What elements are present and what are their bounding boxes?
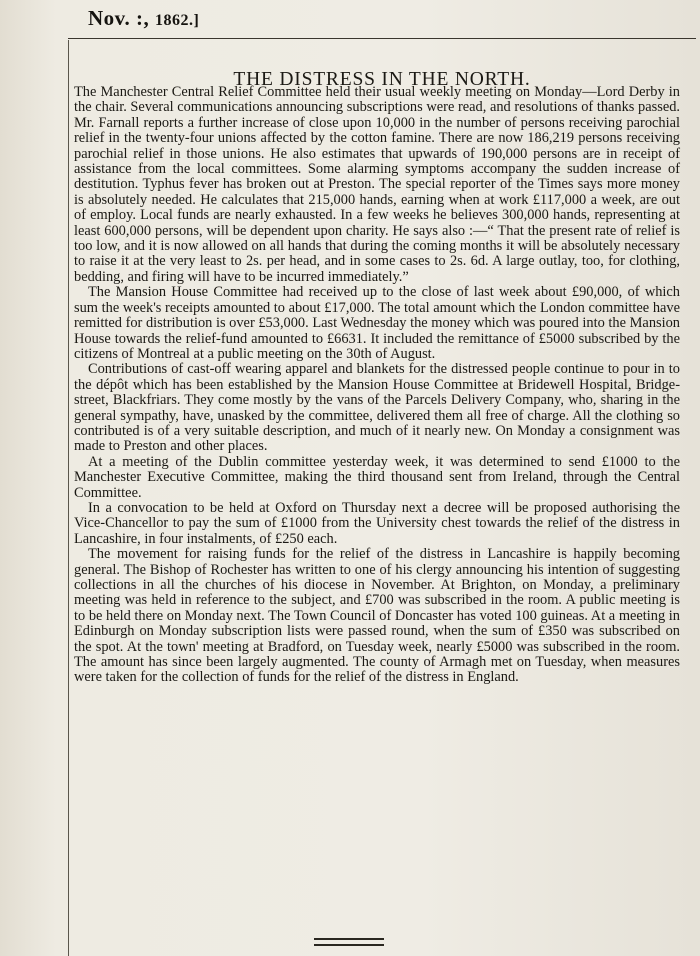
article-paragraph-2: The Mansion House Committee had received up to the close of last week about £90,000, of which sum the week's receipts amounted to about £17,000. The total amount which the London committee have remitted for distribution is over £53,000. Last Wednesday the money which was poured into the Mansion House towards the relief-fund amounted to £6631. It included the remittance of £5000 subscribed by the citizens of Montreal at a public meeting on the 30th of August.: [74, 284, 680, 362]
article-paragraph-3: Contributions of cast-off wearing apparel and blankets for the distressed people continue to pour in to the dépôt which has been established by the Mansion House Committee at Bridewell Hospital, Bridge-street, Blackfriars. They come mostly by the vans of the Parcels Delivery Company, who, sharing in the general sympathy, have, unasked by the committee, delivered them all free of charge. All the clothing so contributed is of a very suitable description, and much of it nearly new. On Monday a consignment was made to Preston and other places.: [74, 361, 680, 455]
page-date: [88, 6, 199, 31]
column-rule: [68, 40, 69, 956]
article-end-rule: [314, 938, 384, 946]
header-rule: [68, 38, 696, 39]
article-paragraph-1: The Manchester Central Relief Committee held their usual weekly meeting on Monday—Lord Derby in the chair. Several communications announcing subscriptions were read, and resolutions of thanks passed. Mr. Farnall reports a further increase of close upon 10,000 in the number of persons receiving parochial relief in the twenty-four unions affected by the cotton famine. There are now 186,219 persons receiving parochial relief in those unions. He also estimates that upwards of 190,000 persons are in receipt of assistance from the local committees. Some alarming symptoms accompany the sudden increase of destitution. Typhus fever has broken out at Preston. The special reporter of the Times says more money is absolutely needed. He calculates that 215,000 hands, earning when at work £117,000 a week, are out of employ. Local funds are nearly exhausted. In a few weeks he believes 300,000 hands, representing at least 600,000 persons, will be dependent upon charity. He says also :—“ That the present rate of relief is too low, and it is now allowed on all hands that during the coming months it will be absolutely necessary to raise it at the very least to 2s. per head, and in some cases to 2s. 6d. A large outlay, too, for clothing, bedding, and firing will have to be incurred immediately.”: [74, 84, 680, 285]
article-body: [74, 85, 680, 686]
page-date-year: 1862.]: [155, 12, 200, 29]
article-paragraph-6: The movement for raising funds for the relief of the distress in Lancashire is happily becoming general. The Bishop of Rochester has written to one of his clergy announcing his intention of suggesting collections in all the churches of his diocese in November. At Brighton, on Monday, a preliminary meeting was held in reference to the subject, and £700 was subscribed in the room. A public meeting is to be held there on Monday next. The Town Council of Doncaster has voted 100 guineas. At a meeting in Edinburgh on Monday subscription lists were passed round, when the sum of £350 was subscribed on the spot. At the town' meeting at Bradford, on Tuesday week, nearly £5000 was subscribed in the room. The amount has since been largely augmented. The county of Armagh met on Tuesday, when measures were taken for the collection of funds for the relief of the distress in England.: [74, 546, 680, 686]
article-paragraph-4: At a meeting of the Dublin committee yesterday week, it was determined to send £1000 to the Manchester Executive Committee, making the third thousand sent from Ireland, through the Central Committee.: [74, 453, 680, 501]
page-date-month: Nov. :,: [88, 6, 150, 30]
article-headline: THE DISTRESS IN THE NORTH.: [233, 69, 531, 91]
article-paragraph-5: In a convocation to be held at Oxford on Thursday next a decree will be proposed authorising the Vice-Chancellor to pay the sum of £1000 from the University chest towards the relief of the distress in Lancashire, in four instalments, of £250 each.: [74, 499, 680, 547]
